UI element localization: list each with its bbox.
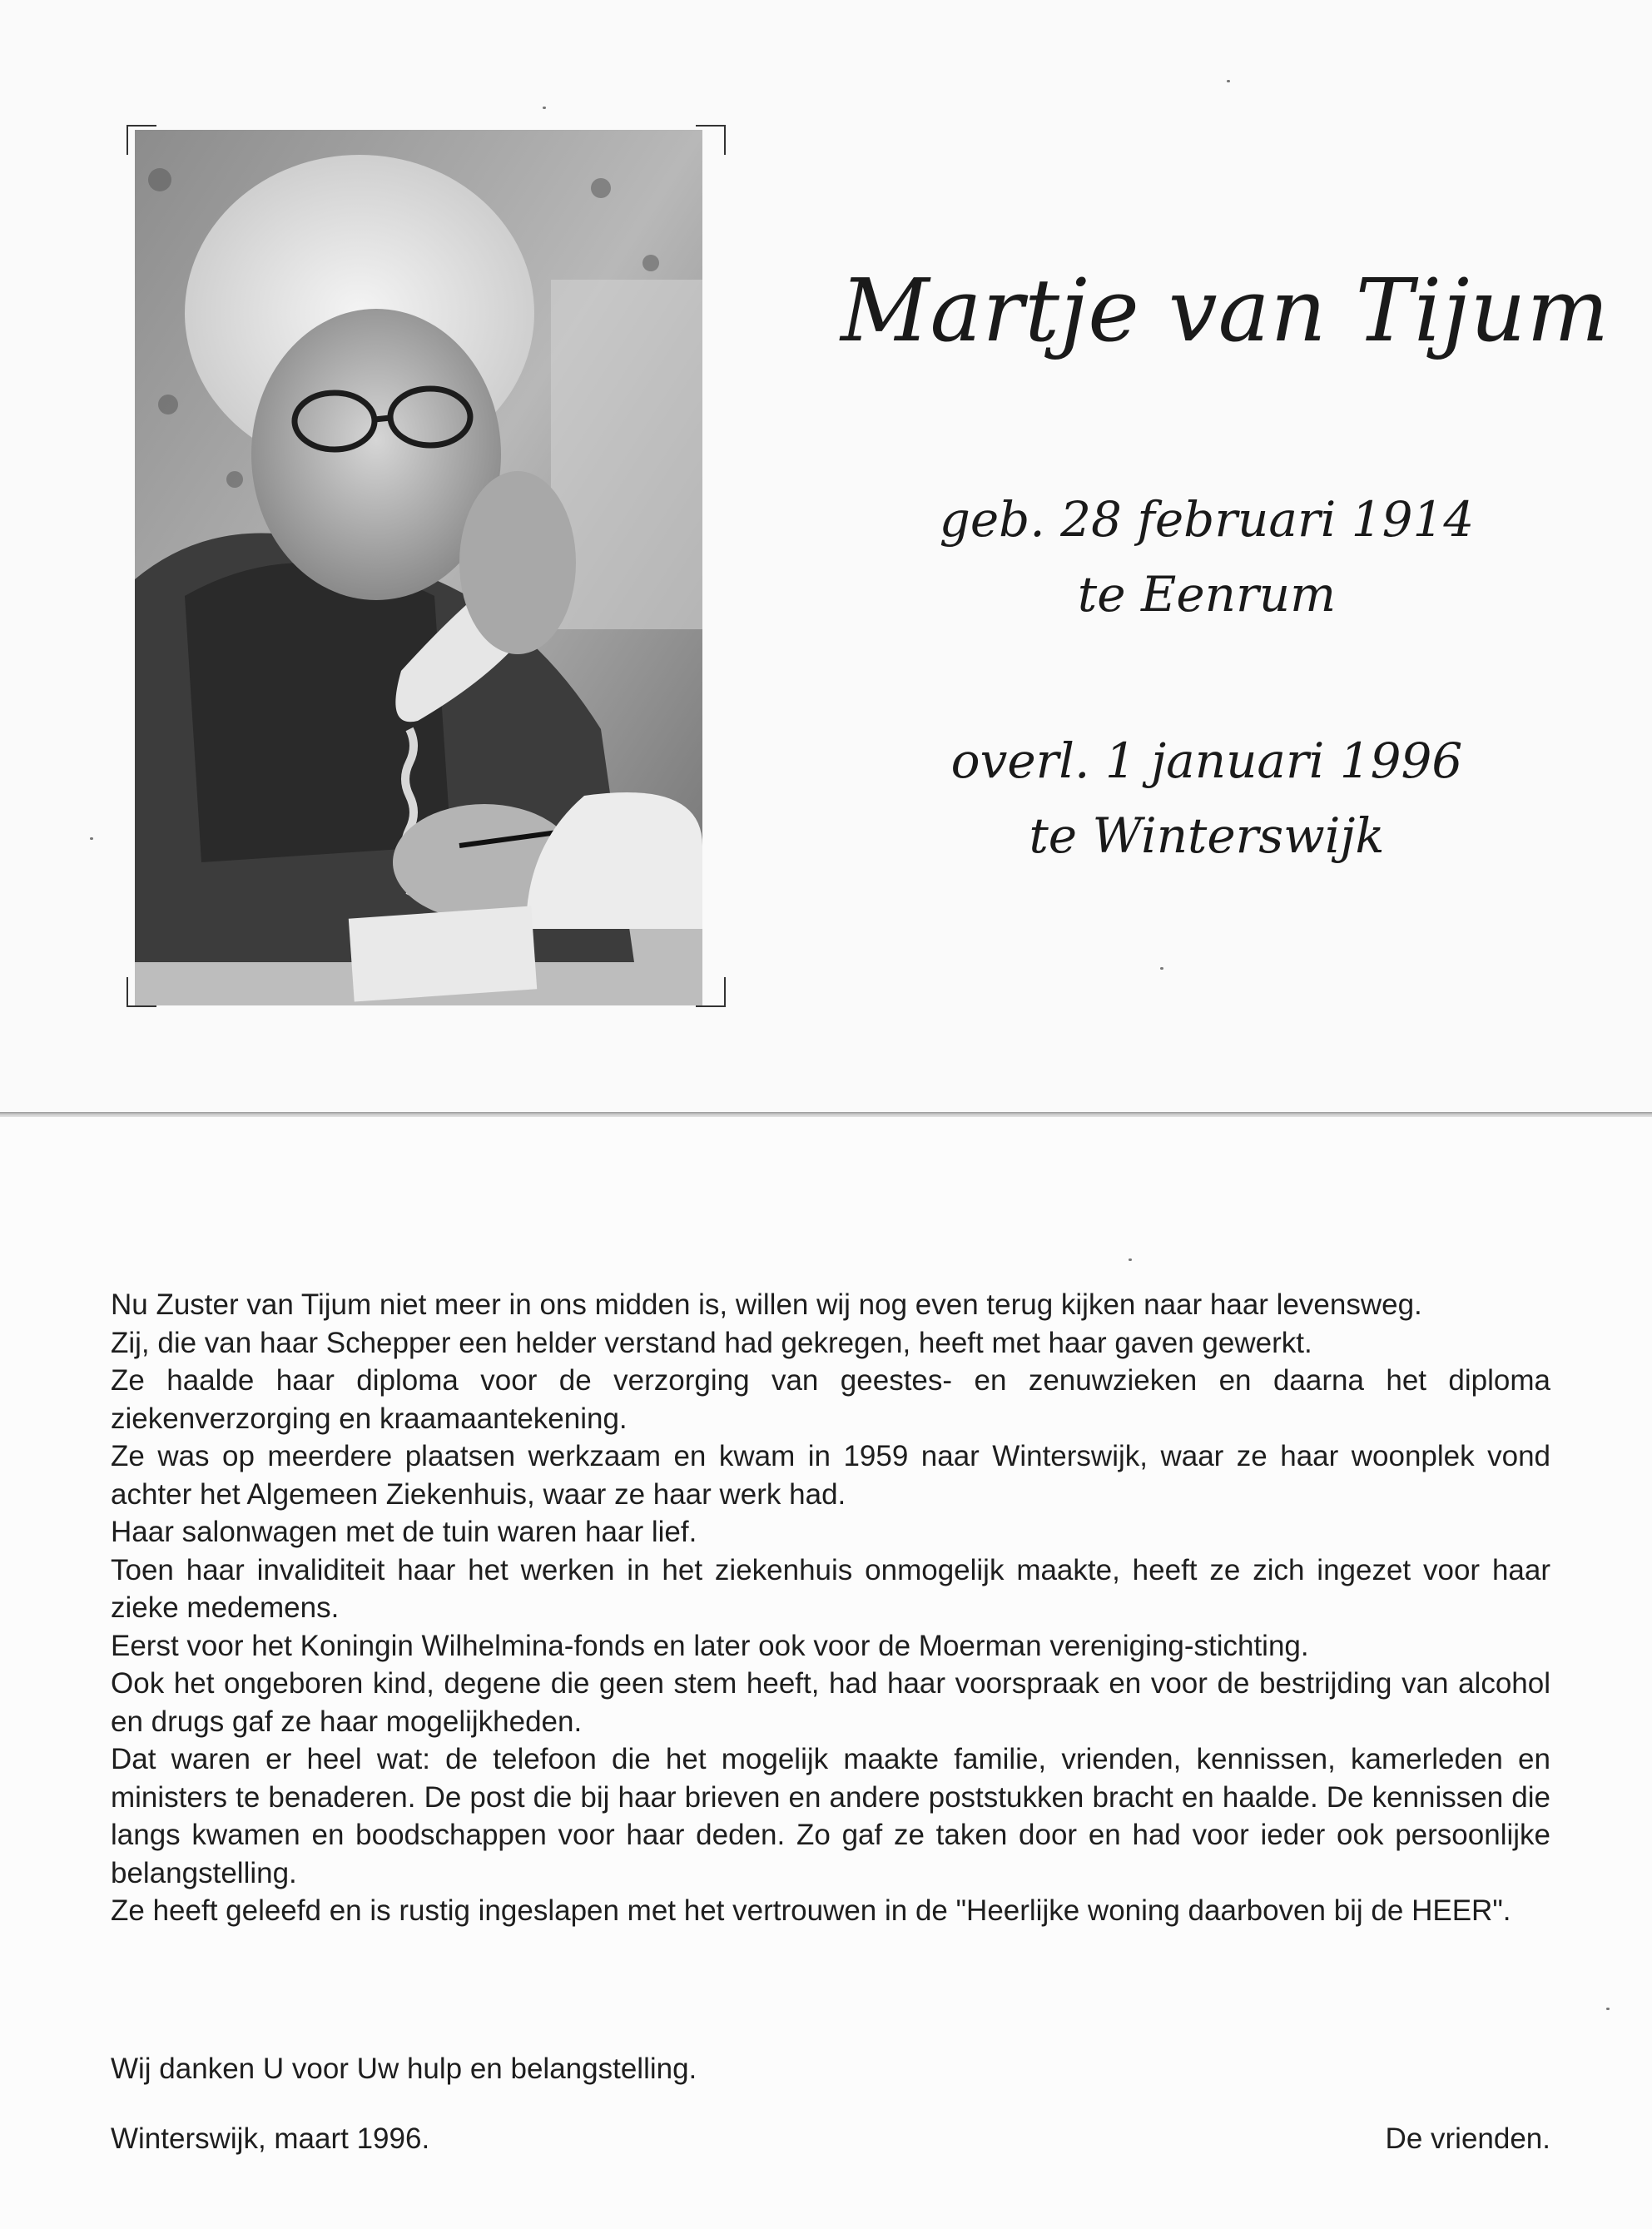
memorial-paragraph: Nu Zuster van Tijum niet meer in ons midden is, willen wij nog even terug kijken naar haar levensweg. — [111, 1288, 1422, 1321]
paper-speck — [543, 107, 546, 109]
memorial-text — [111, 1286, 1550, 1930]
memorial-paragraph: Eerst voor het Koningin Wilhelmina-fonds en later ook voor de Moerman vereniging-stichting. — [111, 1629, 1309, 1662]
deceased-name: Martje van Tijum — [841, 260, 1610, 361]
paper-speck — [1227, 80, 1230, 82]
death-place: te Winterswijk — [1029, 807, 1385, 864]
birth-place: te Eenrum — [1077, 566, 1337, 623]
death-date: overl. 1 januari 1996 — [950, 732, 1463, 789]
paper-speck — [1160, 967, 1163, 970]
memorial-paragraph: Zij, die van haar Schepper een helder verstand had gekregen, heeft met haar gaven gewerkt. — [111, 1326, 1312, 1359]
memorial-paragraph: Ze was op meerdere plaatsen werkzaam en kwam in 1959 naar Winterswijk, waar ze haar woonplek vond achter het Algemeen Ziekenhuis, waar ze haar werk had. — [111, 1440, 1550, 1511]
birth-date: geb. 28 februari 1914 — [939, 491, 1475, 548]
thanks-line: Wij danken U voor Uw hulp en belangstelling. — [111, 2053, 697, 2085]
memorial-paragraph: Ze heeft geleefd en is rustig ingeslapen met het vertrouwen in de "Heerlijke woning daarboven bij de HEER". — [111, 1894, 1511, 1927]
signature: De vrienden. — [1385, 2122, 1550, 2155]
memorial-paragraph: Haar salonwagen met de tuin waren haar lief. — [111, 1516, 697, 1548]
card-front — [0, 0, 1652, 1114]
memorial-paragraph: Ook het ongeboren kind, degene die geen stem heeft, had haar voorspraak en voor de bestrijding van alcohol en drugs gaf ze haar mogelijkheden. — [111, 1667, 1550, 1738]
memorial-paragraph: Toen haar invaliditeit haar het werken in het ziekenhuis onmogelijk maakte, heeft ze zich ingezet voor haar zieke medemens. — [111, 1553, 1550, 1624]
portrait-photo — [135, 130, 702, 1005]
paper-speck — [90, 837, 93, 840]
paper-speck — [1129, 1258, 1132, 1261]
memorial-paragraph: Dat waren er heel wat: de telefoon die het mogelijk maakte familie, vrienden, kennissen, kamerleden en ministers te benaderen. De post die bij haar brieven en andere poststukken bracht en haalde. De kennissen die langs kwamen en boodschappen voor haar deden. Zo gaf ze taken door en had voor ieder ook persoonlijke belangstelling. — [111, 1743, 1550, 1889]
photo-frame — [127, 125, 726, 1007]
paper-speck — [1606, 2008, 1610, 2010]
place-and-date: Winterswijk, maart 1996. — [111, 2122, 430, 2155]
memorial-paragraph: Ze haalde haar diploma voor de verzorging van geestes- en zenuwzieken en daarna het diploma ziekenverzorging en kraamaantekening. — [111, 1364, 1550, 1435]
